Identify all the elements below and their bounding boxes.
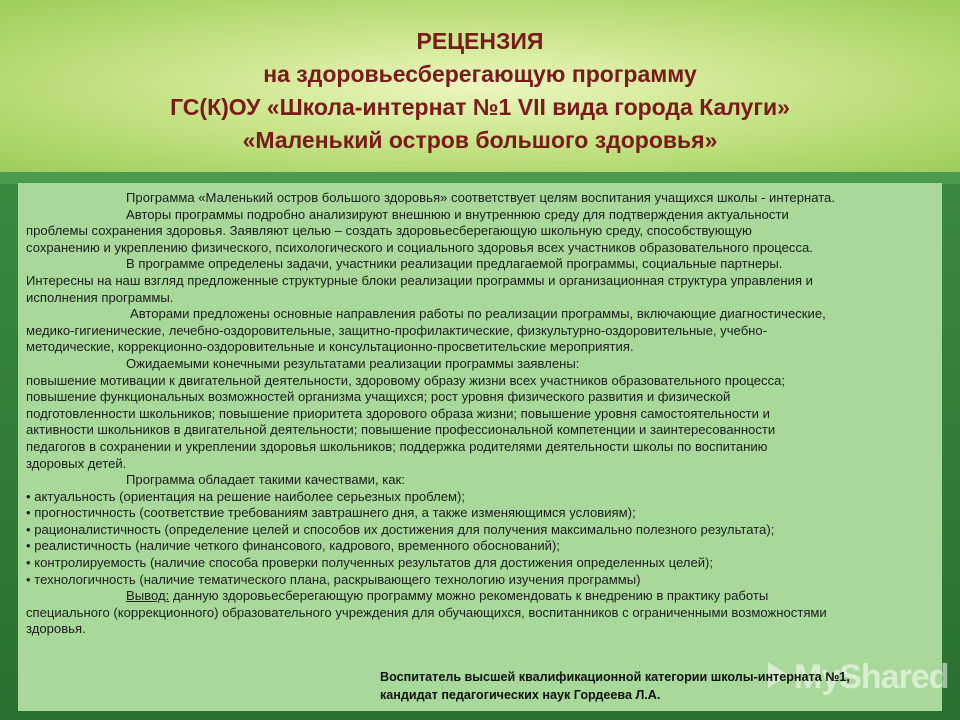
body-line: Программа обладает такими качествами, как: — [126, 472, 405, 488]
body-line: повышение мотивации к двигательной деятельности, здоровому образу жизни всех участников образовательного процесса; — [26, 372, 786, 388]
watermark-text: MyShared — [794, 658, 949, 696]
bullet-item: • прогностичность (соответствие требованиям завтрашнего дня, а также изменяющимся условиям); — [26, 505, 636, 521]
body-line: педагогов в сохранении и укреплении здоровья школьников; поддержка родителями деятельности школы по воспитанию — [26, 438, 768, 454]
body-line: повышение функциональных возможностей организма учащихся; рост уровня физического развития и физической — [26, 389, 731, 405]
body-line: Авторы программы подробно анализируют внешнюю и внутреннюю среду для подтверждения актуальности — [126, 206, 789, 222]
body-line: здоровых детей. — [26, 455, 127, 471]
body-line: методические, коррекционно-оздоровительные и консультационно-просветительские мероприятия. — [26, 339, 634, 355]
school-name: ГС(К)ОУ «Школа-интернат №1 VII вида города Калуги» — [170, 94, 790, 120]
review-body — [26, 190, 938, 638]
body-line: Авторами предложены основные направления работы по реализации программы, включающие диагностические, — [130, 306, 826, 322]
bullet-item: • реалистичность (наличие четкого финансового, кадрового, временного обоснований); — [26, 538, 560, 554]
bullet-item: • рационалистичность (определение целей и способов их достижения для получения максимально полезного результата); — [26, 521, 775, 537]
conclusion-label: Вывод: — [126, 588, 170, 604]
reviewer-name: кандидат педагогических наук Гордеева Л.А. — [380, 688, 661, 702]
body-line: Программа «Маленький остров большого здоровья» соответствует целям воспитания учащихся школы - интерната. — [126, 190, 835, 205]
review-subtitle: на здоровьесберегающую программу — [263, 61, 697, 87]
conclusion-line — [26, 588, 938, 605]
bullet-item: • технологичность (наличие тематического плана, раскрывающего технологию изучения программы) — [26, 571, 641, 587]
program-name: «Маленький остров большого здоровья» — [242, 127, 718, 153]
body-line: сохранению и укреплению физического, психологического и социального здоровья всех участников образовательного процесса. — [26, 239, 813, 255]
conclusion-line: специального (коррекционного) образовательного учреждения для обучающихся, воспитанников с ограниченными возможностями — [26, 604, 827, 620]
conclusion-line: здоровья. — [26, 621, 86, 637]
body-line: активности школьников в двигательной деятельности; повышение профессиональной компетенции и заинтересованности — [26, 422, 776, 438]
body-line: Ожидаемыми конечными результатами реализации программы заявлены: — [126, 355, 580, 371]
bullet-item: • актуальность (ориентация на решение наиболее серьезных проблем); — [26, 488, 465, 504]
reviewer-signature — [380, 668, 940, 704]
body-line: подготовленности школьников; повышение приоритета здорового образа жизни; повышение уровня самостоятельности и — [26, 405, 770, 421]
bullet-item: • контролируемость (наличие способа проверки полученных результатов для достижения определенных целей); — [26, 555, 714, 571]
review-title: РЕЦЕНЗИЯ — [416, 28, 544, 54]
body-line: Интересны на наш взгляд предложенные структурные блоки реализации программы и организационная структура управления и — [26, 272, 813, 288]
reviewer-position: Воспитатель высшей квалификационной категории школы-интерната №1, — [380, 670, 850, 684]
body-line: исполнения программы. — [26, 289, 174, 305]
body-line: В программе определены задачи, участники реализации предлагаемой программы, социальные партнеры. — [126, 256, 783, 272]
body-line: медико-гигиенические, лечебно-оздоровительные, защитно-профилактические, физкультурно-оздоровительные, учебно- — [26, 322, 768, 338]
body-line: проблемы сохранения здоровья. Заявляют целью – создать здоровьесберегающую школьную среду, способствующую — [26, 223, 752, 239]
conclusion-text: данную здоровьесберегающую программу можно рекомендовать к внедрению в практику работы — [169, 588, 769, 604]
